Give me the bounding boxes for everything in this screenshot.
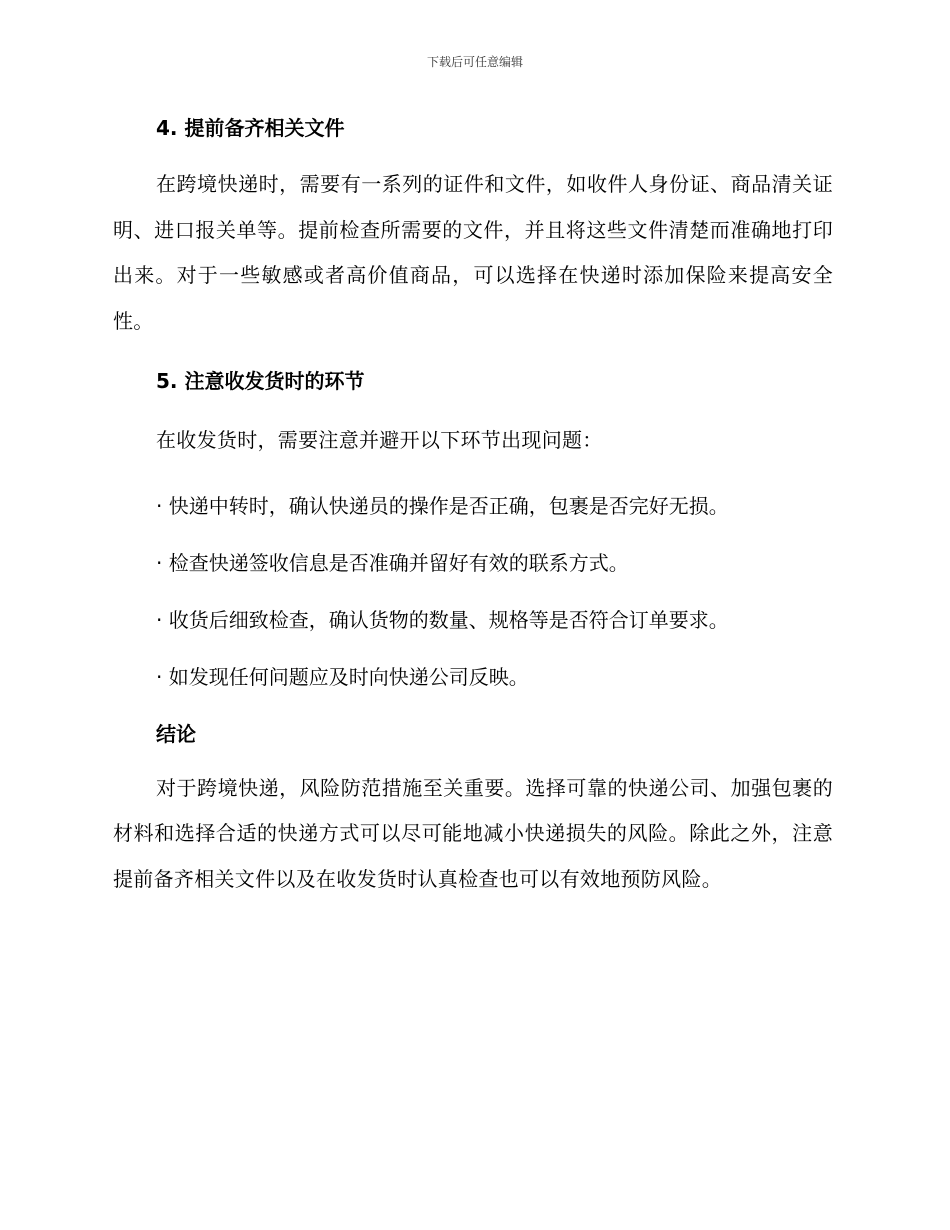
bullet-item: · 如发现任何问题应及时向快递公司反映。 — [156, 664, 529, 689]
bullet-item: · 收货后细致检查，确认货物的数量、规格等是否符合订单要求。 — [156, 607, 729, 632]
section-4-heading: 4. 提前备齐相关文件 — [156, 116, 345, 140]
conclusion-paragraph: 对于跨境快递，风险防范措施至关重要。选择可靠的快递公司、加强包裹的材料和选择合适的快递方式可以尽可能地减小快递损失的风险。除此之外，注意提前备齐相关文件以及在收发货时认真检查也可以有效地预防风险。 — [113, 775, 833, 891]
conclusion-heading: 结论 — [156, 721, 196, 746]
section-4-paragraph: 在跨境快递时，需要有一系列的证件和文件，如收件人身份证、商品清关证明、进口报关单等。提前检查所需要的文件，并且将这些文件清楚而准确地打印出来。对于一些敏感或者高价值商品，可以选择在快递时添加保险来提高安全性。 — [113, 172, 833, 333]
section-5-heading: 5. 注意收发货时的环节 — [156, 369, 365, 393]
section-5-intro: 在收发货时，需要注意并避开以下环节出现问题： — [156, 428, 603, 452]
page-header-note: 下载后可任意编辑 — [426, 55, 523, 69]
document-body — [113, 112, 833, 902]
bullet-item: · 检查快递签收信息是否准确并留好有效的联系方式。 — [156, 550, 629, 575]
bullet-item: · 快递中转时，确认快递员的操作是否正确，包裹是否完好无损。 — [156, 493, 729, 518]
